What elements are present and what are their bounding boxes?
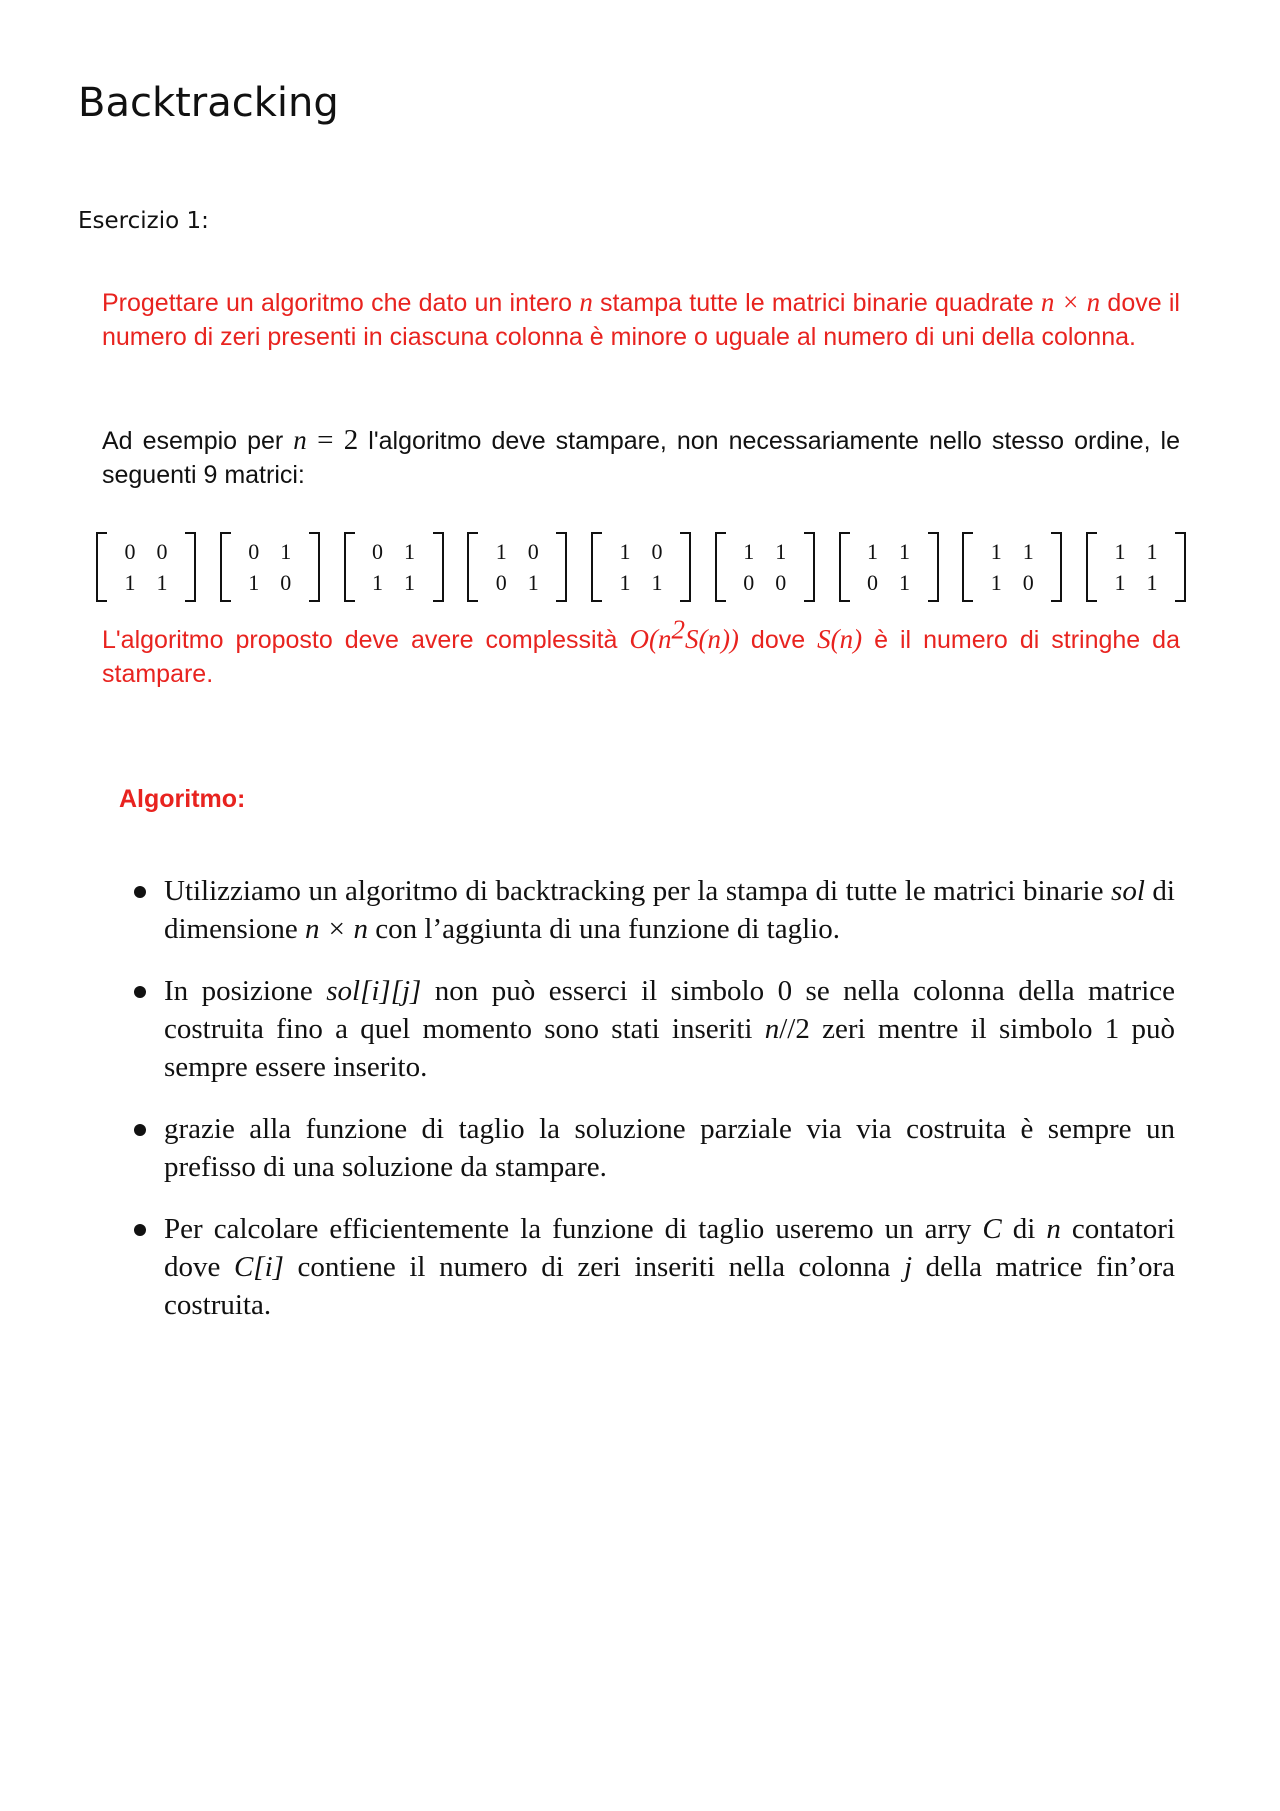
example-text: Ad esempio per — [102, 427, 294, 455]
list-item — [130, 972, 1175, 1086]
left-bracket — [467, 532, 478, 602]
matrix-cell: 1 — [404, 569, 415, 595]
bullet-text: della matrice fin’ora costruita. — [164, 1251, 1175, 1321]
matrix-cell: 0 — [156, 538, 168, 564]
matrix-cell: 1 — [619, 538, 631, 564]
matrix-grid — [733, 536, 797, 598]
matrix-cell: 1 — [124, 569, 136, 595]
complexity-text: L'algoritmo proposto deve avere complessità — [102, 626, 630, 654]
matrix-grid — [857, 536, 921, 598]
bullet-text: In posizione — [164, 975, 327, 1007]
bullet-text: non può esserci il simbolo 0 se nella colonna della matrice costruita fino a quel momento sono stati inseriti — [164, 975, 1175, 1045]
complexity-text: è il numero di stringhe da stampare. — [102, 626, 1180, 688]
matrix-cell: 1 — [1114, 538, 1126, 564]
matrix-grid — [1104, 536, 1168, 598]
math-sup: 2 — [671, 614, 685, 645]
left-bracket — [344, 532, 355, 602]
bullet-text: grazie alla funzione di taglio la soluzione parziale via via costruita è sempre un prefisso di una soluzione da stampare. — [164, 1113, 1175, 1183]
problem-text: Progettare un algoritmo che dato un intero — [102, 289, 580, 317]
matrix-cell: 1 — [1114, 569, 1126, 595]
math-n: n — [764, 1013, 780, 1045]
bullet-text: //2 zeri mentre il simbolo 1 può sempre essere inserito. — [164, 1013, 1175, 1083]
matrix-cell: 1 — [404, 538, 415, 564]
matrix-cell: 1 — [1146, 538, 1158, 564]
complexity-text: dove — [738, 626, 818, 654]
matrix-cell: 0 — [1022, 569, 1034, 595]
matrix-grid — [238, 536, 302, 598]
bullet-icon — [134, 986, 146, 998]
matrix-cell: 0 — [248, 538, 260, 564]
matrix-9 — [1086, 532, 1186, 602]
matrix-cell: 1 — [156, 569, 168, 595]
right-bracket — [1175, 532, 1186, 602]
right-bracket — [1051, 532, 1062, 602]
matrix-4 — [467, 532, 567, 602]
left-bracket — [220, 532, 231, 602]
math-s: S(n) — [817, 624, 863, 654]
left-bracket — [96, 532, 107, 602]
problem-statement — [102, 285, 1180, 354]
math-nxn: n × n — [304, 913, 369, 945]
left-bracket — [839, 532, 850, 602]
right-bracket — [556, 532, 567, 602]
bullet-text: di dimensione — [164, 875, 1175, 945]
bullet-icon — [134, 886, 146, 898]
list-item — [130, 1210, 1175, 1324]
matrix-cell: 1 — [1146, 569, 1158, 595]
bullet-text: contatori dove — [164, 1213, 1176, 1283]
math-Ci: C[i] — [233, 1251, 284, 1283]
matrix-3 — [344, 532, 444, 602]
example-text: l'algoritmo deve stampare, non necessariamente nello stesso ordine, le seguenti 9 matrici: — [102, 427, 1181, 489]
math-complexity: S(n)) — [684, 624, 739, 654]
example-matrices — [96, 532, 1186, 602]
right-bracket — [928, 532, 939, 602]
left-bracket — [715, 532, 726, 602]
complexity-statement — [102, 614, 1180, 691]
matrix-cell: 1 — [775, 538, 787, 564]
matrix-cell: 1 — [619, 569, 631, 595]
matrix-grid — [485, 536, 549, 598]
matrix-8 — [962, 532, 1062, 602]
bullet-text: Utilizziamo un algoritmo di backtracking per la stampa di tutte le matrici binarie — [164, 875, 1112, 907]
math-C: C — [982, 1213, 1002, 1245]
right-bracket — [185, 532, 196, 602]
matrix-cell: 0 — [651, 538, 663, 564]
matrix-cell: 1 — [280, 538, 292, 564]
matrix-5 — [591, 532, 691, 602]
matrix-cell: 1 — [651, 569, 663, 595]
matrix-cell: 1 — [899, 538, 910, 564]
right-bracket — [433, 532, 444, 602]
matrix-cell: 1 — [372, 569, 383, 595]
exercise-label: Esercizio 1: — [78, 208, 209, 234]
list-item — [130, 1110, 1175, 1186]
matrix-cell: 0 — [527, 538, 539, 564]
right-bracket — [309, 532, 320, 602]
matrix-grid — [980, 536, 1044, 598]
matrix-7 — [839, 532, 939, 602]
left-bracket — [962, 532, 973, 602]
math-n: n — [579, 287, 593, 317]
bullet-icon — [134, 1224, 146, 1236]
math-complexity: O(n — [629, 624, 672, 654]
algorithm-heading: Algoritmo: — [119, 785, 246, 813]
matrix-cell: 1 — [248, 569, 260, 595]
matrix-grid — [609, 536, 673, 598]
matrix-6 — [715, 532, 815, 602]
matrix-cell: 0 — [867, 569, 878, 595]
right-bracket — [804, 532, 815, 602]
math-eq: = 2 — [306, 424, 359, 456]
bullet-text: Per calcolare efficientemente la funzione di taglio useremo un arry — [164, 1213, 983, 1245]
matrix-cell: 1 — [990, 538, 1002, 564]
algorithm-list — [130, 872, 1175, 1348]
matrix-cell: 1 — [867, 538, 878, 564]
page-title: Backtracking — [78, 80, 339, 126]
matrix-cell: 0 — [280, 569, 292, 595]
matrix-cell: 1 — [527, 569, 539, 595]
matrix-cell: 1 — [495, 538, 507, 564]
problem-text: stampa tutte le matrici binarie quadrate — [592, 289, 1041, 317]
math-sol-ij: sol[i][j] — [326, 975, 422, 1007]
matrix-cell: 0 — [495, 569, 507, 595]
list-item — [130, 872, 1175, 948]
right-bracket — [680, 532, 691, 602]
matrix-cell: 0 — [775, 569, 787, 595]
bullet-text: contiene il numero di zeri inseriti nella colonna — [283, 1251, 904, 1283]
math-n: n — [1046, 1213, 1061, 1245]
matrix-cell: 1 — [990, 569, 1002, 595]
bullet-text: di — [1001, 1213, 1047, 1245]
matrix-cell: 1 — [1022, 538, 1034, 564]
matrix-grid — [362, 536, 426, 598]
left-bracket — [1086, 532, 1097, 602]
matrix-grid — [114, 536, 178, 598]
matrix-cell: 1 — [899, 569, 910, 595]
bullet-icon — [134, 1124, 146, 1136]
matrix-2 — [220, 532, 320, 602]
matrix-cell: 0 — [743, 569, 755, 595]
matrix-cell: 0 — [372, 538, 383, 564]
math-sol: sol — [1111, 875, 1145, 907]
example-statement — [102, 423, 1180, 492]
math-j: j — [903, 1251, 913, 1283]
matrix-cell: 0 — [124, 538, 136, 564]
bullet-text: con l’aggiunta di una funzione di taglio. — [368, 913, 840, 945]
left-bracket — [591, 532, 602, 602]
math-nxn: n × n — [1040, 287, 1101, 317]
matrix-1 — [96, 532, 196, 602]
problem-text: dove il numero di zeri presenti in ciascuna colonna è minore o uguale al numero di uni della colonna. — [102, 289, 1180, 351]
math-n: n — [293, 425, 307, 455]
matrix-cell: 1 — [743, 538, 755, 564]
